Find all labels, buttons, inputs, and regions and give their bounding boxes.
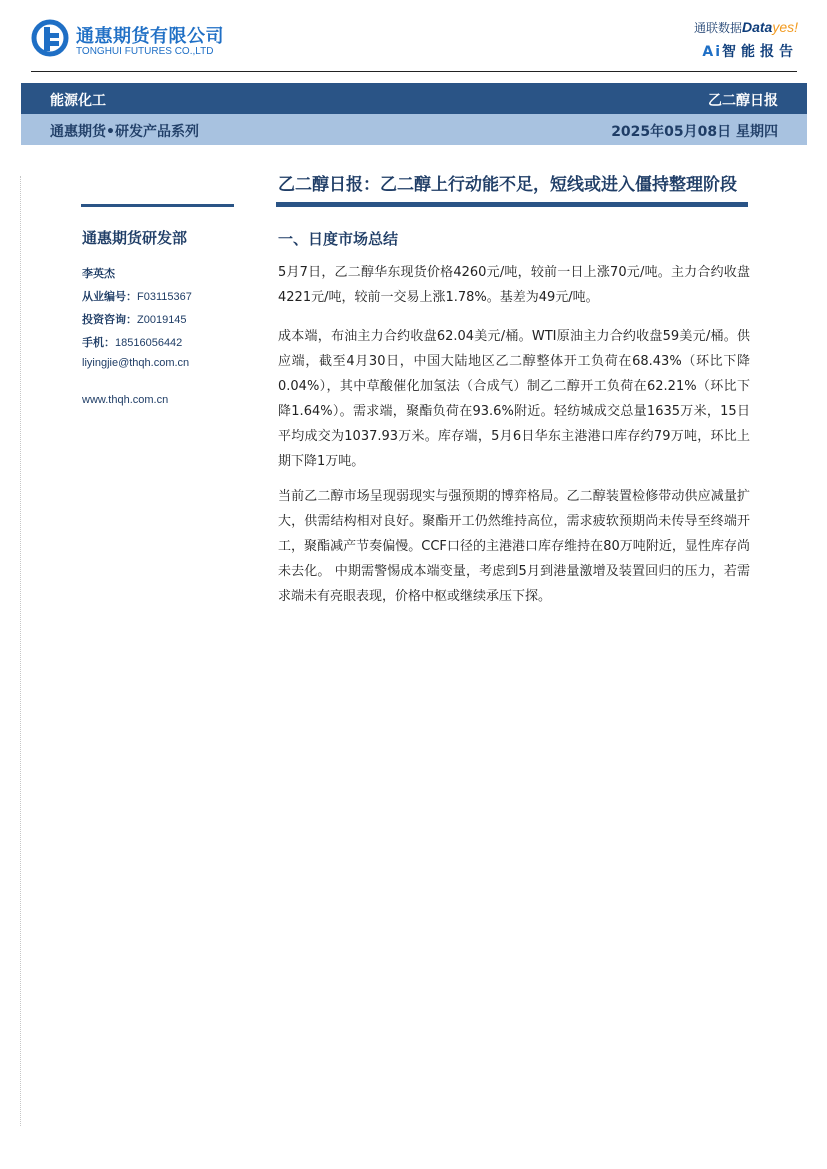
phone-label: 手机： bbox=[82, 337, 115, 349]
page-margin-dots bbox=[20, 176, 21, 1126]
tonghui-logo-icon bbox=[31, 19, 69, 57]
summary-paragraph-1: 5月7日，乙二醇华东现货价格4260元/吨，较前一日上涨70元/吨。主力合约收盘4221元/吨，较前一交易上涨1.78%。基差为49元/吨。 bbox=[278, 265, 750, 305]
brand-report: 智能报告 bbox=[722, 44, 798, 60]
phone-row bbox=[82, 334, 182, 350]
analyst-name bbox=[82, 265, 115, 281]
datayes-brand bbox=[678, 19, 798, 61]
summary-paragraph-2: 成本端，布油主力合约收盘62.04美元/桶。WTI原油主力合约收盘59美元/桶。供应端，截至4月30日，中国大陆地区乙二醇整体开工负荷在68.43%（环比下降0.04%），其中草酸催化加氢法（合成气）制乙二醇开工负荷在62.21%（环比下降1.64%）。需求端，聚酯负荷在93.6%附近。轻纺城成交总量1635万米，15日平均成交为1037.93万米。库存端，5月6日华东主港港口库存约79万吨，环比上期下降1万吨。 bbox=[278, 329, 750, 469]
sidebar-divider bbox=[81, 204, 234, 207]
title-underline bbox=[276, 202, 748, 207]
phone-value: 18516056442 bbox=[115, 337, 183, 349]
header-divider bbox=[31, 71, 797, 72]
section-title: 一、日度市场总结 bbox=[278, 230, 399, 248]
consult-value: Z0019145 bbox=[137, 314, 187, 326]
report-title: 乙二醇日报：乙二醇上行动能不足，短线或进入僵持整理阶段 bbox=[278, 175, 737, 195]
license-label: 从业编号： bbox=[82, 291, 137, 303]
company-website[interactable]: www.thqh.com.cn bbox=[82, 394, 169, 406]
brand-data: Data bbox=[741, 19, 773, 35]
company-name-en: TONGHUI FUTURES CO.,LTD bbox=[76, 46, 214, 57]
series-band bbox=[21, 114, 807, 145]
series-label: 通惠期货•研发产品系列 bbox=[50, 124, 199, 140]
brand-yes: yes! bbox=[772, 19, 798, 35]
company-name-cn: 通惠期货有限公司 bbox=[76, 26, 224, 47]
summary-paragraph-3: 当前乙二醇市场呈现弱现实与强预期的博弈格局。乙二醇装置检修带动供应减量扩大，供需结构相对良好。聚酯开工仍然维持高位，需求疲软预期尚未传导至终端开工，聚酯减产节奏偏慢。CCF口径的主港港口库存维持在80万吨附近，显性库存尚未去化。 中期需警惕成本端变量，考虑到5月到港量激增及装置回归的压力，若需求端未有亮眼表现，价格中枢或继续承压下探。 bbox=[278, 489, 750, 604]
company-logo bbox=[31, 19, 231, 61]
category-band bbox=[21, 83, 807, 114]
brand-prefix: 通联数据 bbox=[693, 21, 742, 35]
report-type-label: 乙二醇日报 bbox=[708, 93, 778, 109]
brand-line-top bbox=[678, 19, 798, 36]
analyst-name-text: 李英杰 bbox=[82, 268, 115, 280]
category-label: 能源化工 bbox=[50, 93, 106, 109]
analyst-email[interactable]: liyingjie@thqh.com.cn bbox=[82, 357, 190, 369]
consult-label: 投资咨询： bbox=[82, 314, 137, 326]
department-title: 通惠期货研发部 bbox=[82, 229, 188, 247]
ai-logo-icon: Ai bbox=[702, 44, 722, 60]
report-date: 2025年05月08日 星期四 bbox=[611, 124, 778, 140]
consult-row bbox=[82, 311, 187, 327]
brand-line-bottom bbox=[678, 41, 798, 61]
license-value: F03115367 bbox=[137, 291, 192, 303]
license-row bbox=[82, 288, 192, 304]
